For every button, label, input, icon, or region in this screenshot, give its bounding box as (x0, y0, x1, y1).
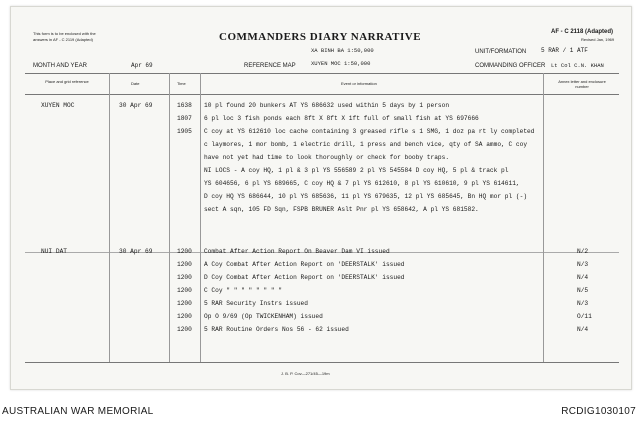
row-time: 1638 (177, 102, 192, 109)
row-time: 1200 (177, 300, 192, 307)
table-row (11, 298, 631, 311)
row-time: 1200 (177, 313, 192, 320)
table-row (11, 324, 631, 337)
table-row (11, 246, 631, 259)
row-time: 1807 (177, 115, 192, 122)
printer-line: J. B. P. Cov—271/45—19m (281, 371, 330, 376)
col-header-place: Place and grid reference (45, 79, 89, 84)
row-place: XUYEN MOC (41, 102, 75, 109)
row-event: YS 604656, 6 pl YS 689665, C coy HQ & 7 pl YS 612610, 8 pl YS 610610, 9 pl YS 614611, (204, 180, 520, 187)
row-annex: N/3 (577, 300, 589, 307)
table-top-rule (25, 73, 619, 74)
row-time: 1200 (177, 261, 192, 268)
row-annex: N/4 (577, 274, 589, 281)
row-event: 10 pl found 20 bunkers AT YS 686632 used within 5 days by 1 person (204, 102, 450, 109)
co-label: COMMANDING OFFICER (475, 63, 546, 69)
table-row (11, 311, 631, 324)
form-title: COMMANDERS DIARY NARRATIVE (219, 31, 422, 43)
row-event: Op O 9/69 (Op TWICKENHAM) issued (204, 313, 323, 320)
col-header-time: Time (177, 81, 186, 86)
row-event: D coy HQ YS 686644, 10 pl YS 685636, 11 pl YS 679635, 12 pl YS 685645, Bn HQ mor pl (-) (204, 193, 528, 200)
row-event: Combat After Action Report On Beaver Dam VI issued (204, 248, 390, 255)
table-row (11, 272, 631, 285)
row-place: NUI DAT (41, 248, 67, 255)
row-event: D Coy Combat After Action Report on 'DEERSTALK' issued (204, 274, 405, 281)
row-annex: N/5 (577, 287, 589, 294)
form-code: AF - C 2118 (Adapted) (551, 29, 614, 35)
ref-map-value-2: XUYEN MOC 1:50,000 (311, 60, 371, 67)
enclosure-note-line2: answers in AF - C 2119 (Adapted) (33, 37, 93, 42)
table-row (11, 165, 631, 178)
table-row (11, 139, 631, 152)
co-value: Lt Col C.N. KHAN (551, 62, 604, 69)
row-time: 1200 (177, 287, 192, 294)
row-event: C coy at YS 612610 loc cache containing 3 greased rifle s 1 SMG, 1 doz pa rt ly completed (204, 128, 535, 135)
row-annex: N/2 (577, 248, 589, 255)
unit-label: UNIT/FORMATION (475, 49, 527, 55)
row-time: 1200 (177, 326, 192, 333)
footer-record-id: RCDIG1030107 (561, 406, 636, 417)
row-date: 30 Apr 69 (119, 102, 153, 109)
table-row (11, 285, 631, 298)
month-year-value: Apr 69 (131, 62, 153, 69)
row-event: have not yet had time to look thoroughly or check for booby traps. (204, 154, 450, 161)
table-row (11, 113, 631, 126)
row-event: A Coy Combat After Action Report on 'DEERSTALK' issued (204, 261, 405, 268)
diary-form (10, 6, 632, 390)
row-time: 1200 (177, 248, 192, 255)
table-bottom-rule (25, 362, 619, 363)
row-event: 5 RAR Security Instrs issued (204, 300, 308, 307)
ref-map-value-1: XA BINH BA 1:50,000 (311, 47, 374, 54)
row-annex: O/11 (577, 313, 592, 320)
table-row (11, 100, 631, 113)
footer-archive-name: AUSTRALIAN WAR MEMORIAL (2, 406, 154, 417)
table-row (11, 191, 631, 204)
revised-date: Revised Jan, 1969 (581, 37, 615, 42)
row-event: 5 RAR Routine Orders Nos 56 - 62 issued (204, 326, 349, 333)
table-row (11, 259, 631, 272)
row-time: 1200 (177, 274, 192, 281)
row-event: c laymores, 1 mor bomb, 1 electric drill, 1 press and bench vice, qty of SA ammo, C coy (204, 141, 528, 148)
table-header-rule (25, 94, 619, 95)
enclosure-note-line1: This form is to be enclosed with the (33, 31, 96, 36)
row-date: 30 Apr 69 (119, 248, 153, 255)
col-header-event: Event or information (341, 81, 377, 86)
table-row (11, 126, 631, 139)
row-annex: N/4 (577, 326, 589, 333)
col-header-annex: Annex letter and enclosure number (558, 79, 606, 89)
row-event: NI LOCS - A coy HQ, 1 pl & 3 pl YS 556589 2 pl YS 545584 D coy HQ, 5 pl & track pl (204, 167, 509, 174)
table-row (11, 152, 631, 165)
month-year-label: MONTH AND YEAR (33, 63, 87, 69)
col-header-date: Date (131, 81, 140, 86)
row-event: sect A sqn, 105 FD Sqn, FSPB BRUNER Aslt Pnr pl YS 658642, A pl YS 681582. (204, 206, 479, 213)
table-row (11, 204, 631, 217)
row-time: 1905 (177, 128, 192, 135)
table-row (11, 178, 631, 191)
unit-value: 5 RAR / 1 ATF (541, 47, 588, 54)
row-event: 6 pl loc 3 fish ponds each 8ft X 8ft X 1ft full of small fish at YS 697666 (204, 115, 479, 122)
row-event: C Coy " " " " " " " " (204, 287, 282, 294)
reference-map-label: REFERENCE MAP (244, 63, 296, 69)
row-annex: N/3 (577, 261, 589, 268)
